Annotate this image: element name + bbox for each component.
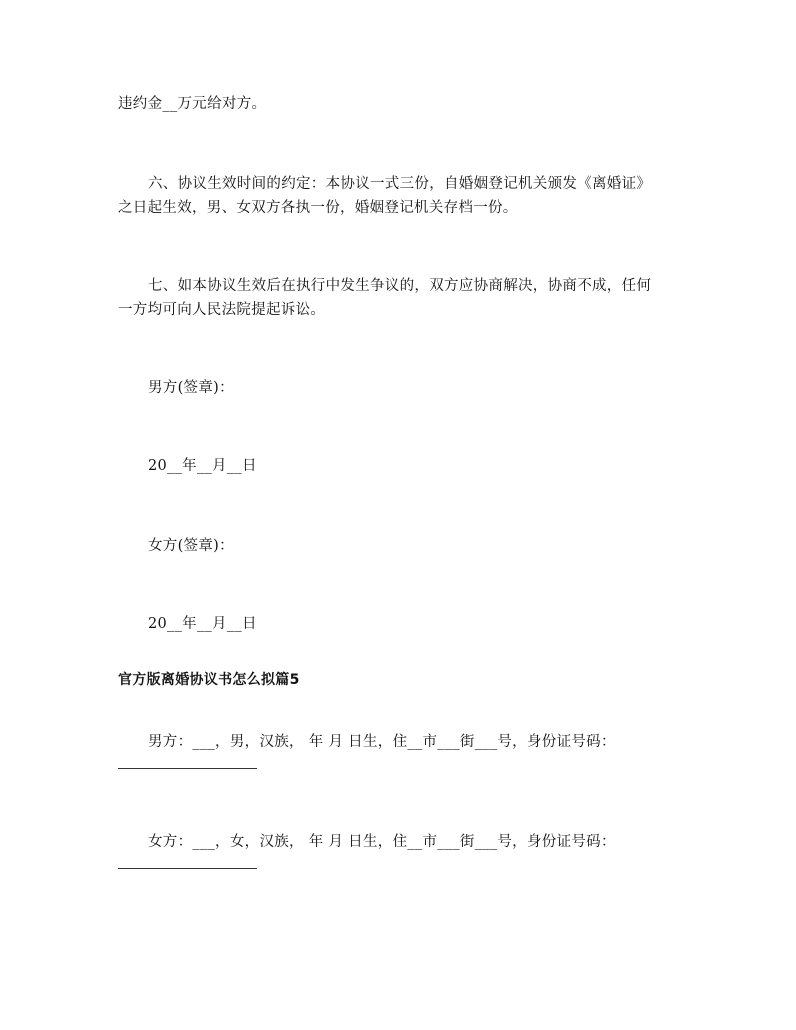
clause-six-line1: 六、协议生效时间的约定：本协议一式三份，自婚姻登记机关颁发《离婚证》 bbox=[148, 176, 652, 192]
clause-seven-line1: 七、如本协议生效后在执行中发生争议的，双方应协商解决，协商不成，任何 bbox=[148, 278, 652, 294]
male-signature-date: 20__年__月__日 bbox=[148, 458, 257, 474]
female-info-line: 女方：___，女，汉族， 年 月 日生，住__市___街___号，身份证号码： bbox=[148, 834, 616, 850]
clause-seven-line2: 一方均可向人民法院提起诉讼。 bbox=[118, 302, 326, 318]
male-info-line: 男方：___，男，汉族， 年 月 日生，住__市___街___号，身份证号码： bbox=[148, 734, 616, 750]
clause-six-line2: 之日起生效，男、女双方各执一份，婚姻登记机关存档一份。 bbox=[118, 200, 518, 216]
male-signature-label: 男方(签章)： bbox=[148, 380, 234, 396]
male-id-blank bbox=[118, 768, 257, 769]
penalty-line: 违约金__万元给对方。 bbox=[118, 96, 267, 112]
female-signature-date: 20__年__月__日 bbox=[148, 616, 257, 632]
female-signature-label: 女方(签章)： bbox=[148, 538, 234, 554]
section-heading: 官方版离婚协议书怎么拟篇5 bbox=[118, 672, 300, 688]
female-id-blank bbox=[118, 868, 257, 869]
